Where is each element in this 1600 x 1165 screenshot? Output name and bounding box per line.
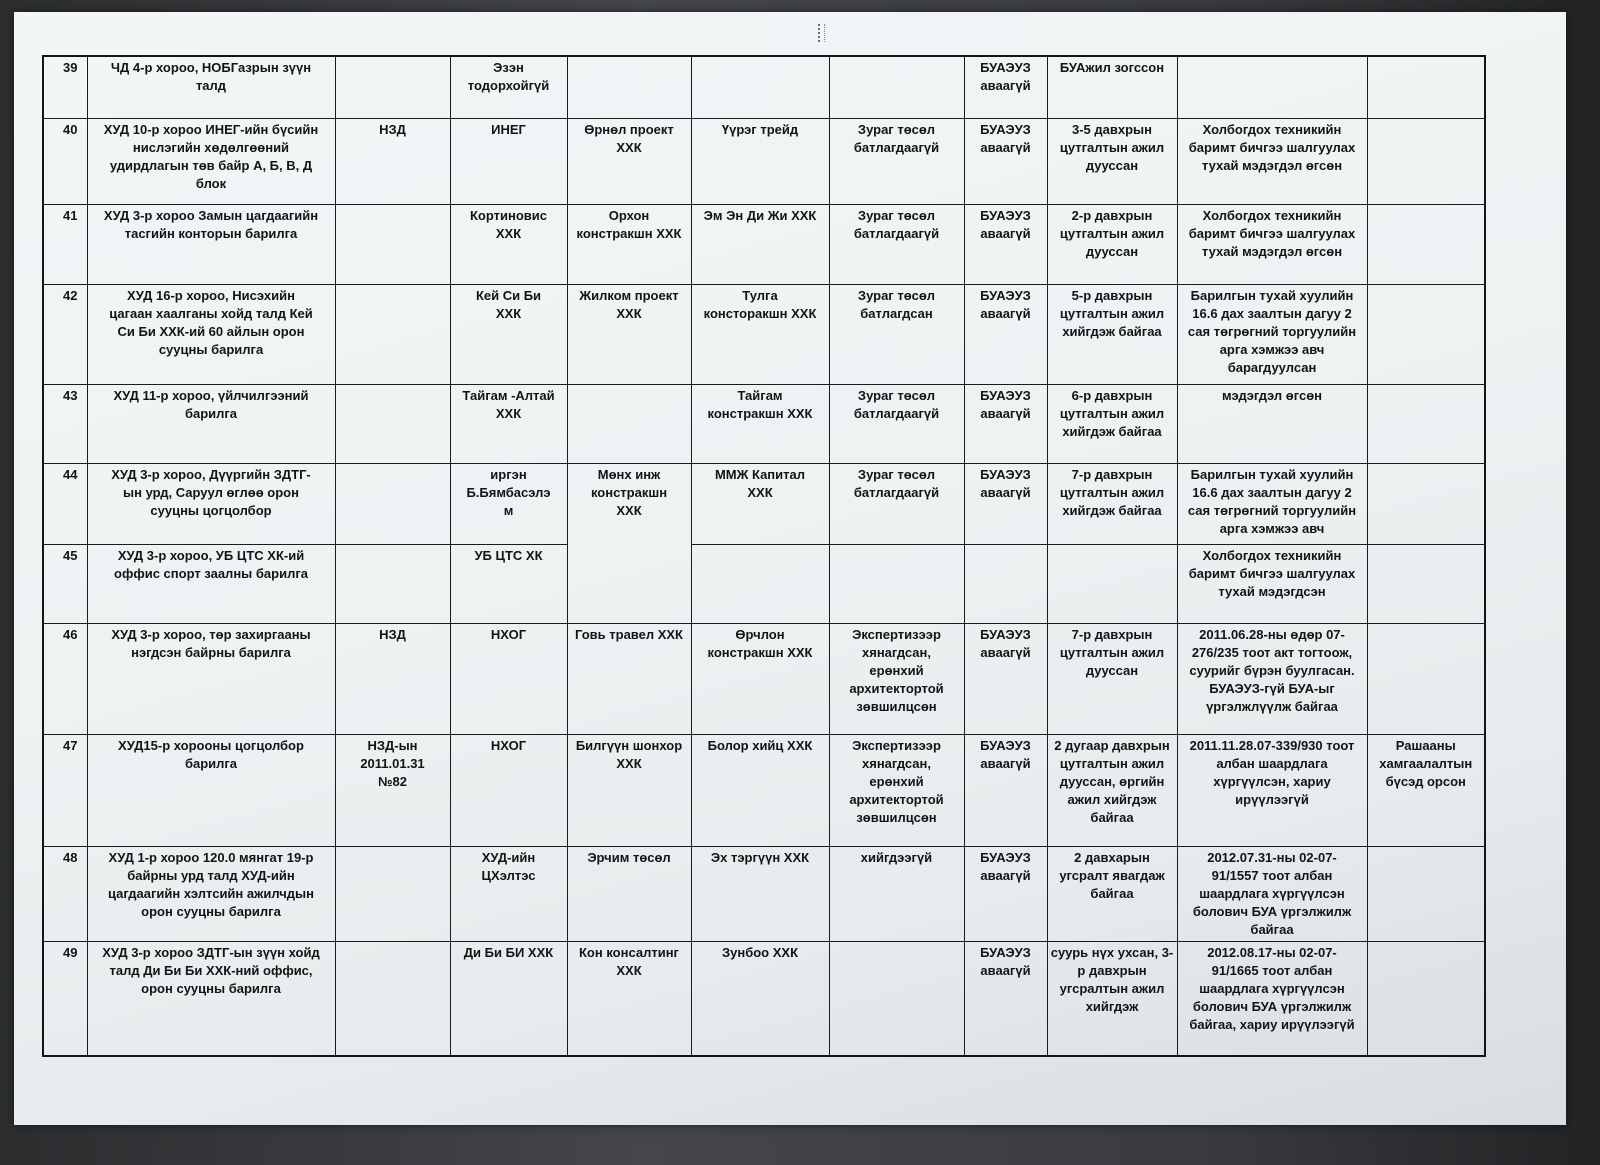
cell-contractor: Өрчлон констракшн ХХК	[691, 623, 829, 734]
cell-designer	[567, 56, 691, 118]
cell-permit: БУАЭУЗ аваагүй	[964, 734, 1047, 846]
cell-permit: БУАЭУЗ аваагүй	[964, 463, 1047, 544]
cell-location: ХУД 3-р хороо, УБ ЦТС ХК-ий оффис спорт заалны барилга	[87, 544, 335, 623]
cell-owner: ХУД-ийн ЦХэлтэс	[450, 846, 567, 941]
table-row	[43, 544, 1485, 623]
cell-number: 46	[43, 623, 87, 734]
cell-note	[1367, 56, 1485, 118]
cell-note	[1367, 204, 1485, 284]
cell-decision	[335, 463, 450, 544]
cell-note	[1367, 623, 1485, 734]
cell-number: 44	[43, 463, 87, 544]
cell-design-status: Экспертизээр хянагдсан, ерөнхий архитектортой зөвшилцсөн	[829, 623, 964, 734]
cell-permit: БУАЭУЗ аваагүй	[964, 56, 1047, 118]
cell-design-status: Зураг төсөл батлагдаагүй	[829, 384, 964, 463]
cell-contractor: ММЖ Капитал ХХК	[691, 463, 829, 544]
cell-number: 41	[43, 204, 87, 284]
table-row	[43, 463, 1485, 544]
cell-location: ХУД 3-р хороо Замын цагдаагийн тасгийн конторын барилга	[87, 204, 335, 284]
cell-contractor: Эм Эн Ди Жи ХХК	[691, 204, 829, 284]
cell-contractor: Тайгам констракшн ХХК	[691, 384, 829, 463]
cell-permit: БУАЭУЗ аваагүй	[964, 284, 1047, 384]
cell-designer: Кон консалтинг ХХК	[567, 941, 691, 1056]
cell-note	[1367, 463, 1485, 544]
cell-decision	[335, 56, 450, 118]
cell-owner: НХОГ	[450, 734, 567, 846]
cell-location: ХУД 3-р хороо ЗДТГ-ын зүүн хойд талд Ди Би Би ХХК-ний оффис, орон сууцны барилга	[87, 941, 335, 1056]
cell-action: Барилгын тухай хуулийн 16.6 дах заалтын дагуу 2 сая төгрөгний торгуулийн арга хэмжээ авч барагдуулсан	[1177, 284, 1367, 384]
document-page	[14, 12, 1566, 1125]
table-row	[43, 118, 1485, 204]
cell-action: 2011.06.28-ны өдөр 07- 276/235 тоот акт тогтоож, суурийг бүрэн буулгасан. БУАЭУЗ-гүй БУА-ыг үргэлжлүүлж байгаа	[1177, 623, 1367, 734]
cell-design-status: Зураг төсөл батлагдаагүй	[829, 118, 964, 204]
cell-number: 47	[43, 734, 87, 846]
cell-note	[1367, 544, 1485, 623]
cell-owner: НХОГ	[450, 623, 567, 734]
cell-designer: Эрчим төсөл	[567, 846, 691, 941]
cell-progress: 3-5 давхрын цутгалтын ажил дууссан	[1047, 118, 1177, 204]
cell-decision	[335, 284, 450, 384]
cell-design-status: Экспертизээр хянагдсан, ерөнхий архитектортой зөвшилцсөн	[829, 734, 964, 846]
cell-owner: УБ ЦТС ХК	[450, 544, 567, 623]
cell-number: 40	[43, 118, 87, 204]
cell-progress: БУАжил зогссон	[1047, 56, 1177, 118]
cell-number: 48	[43, 846, 87, 941]
cell-number: 42	[43, 284, 87, 384]
cell-owner: Ди Би БИ ХХК	[450, 941, 567, 1056]
cell-permit: БУАЭУЗ аваагүй	[964, 118, 1047, 204]
cell-contractor: Болор хийц ХХК	[691, 734, 829, 846]
cell-design-status: Зураг төсөл батлагдаагүй	[829, 204, 964, 284]
cell-note	[1367, 118, 1485, 204]
cell-note	[1367, 846, 1485, 941]
cell-note	[1367, 284, 1485, 384]
cell-contractor: Үүрэг трейд	[691, 118, 829, 204]
cell-owner: Кортиновис ХХК	[450, 204, 567, 284]
cell-contractor: Тулга консторакшн ХХК	[691, 284, 829, 384]
cell-location: ХУД 10-р хороо ИНЕГ-ийн бүсийн нислэгийн хөдөлгөөний удирдлагын төв байр А, Б, В, Д блок	[87, 118, 335, 204]
cell-designer: Мөнх инж констракшн ХХК	[567, 463, 691, 623]
cell-action: 2011.11.28.07-339/930 тоот албан шаардлага хүргүүлсэн, хариу ирүүлээгүй	[1177, 734, 1367, 846]
cell-progress: 7-р давхрын цутгалтын ажил хийгдэж байгаа	[1047, 463, 1177, 544]
cell-note	[1367, 941, 1485, 1056]
cell-decision: НЗД-ын 2011.01.31 №82	[335, 734, 450, 846]
cell-progress: суурь нүх ухсан, 3- р давхрын угсралтын ажил хийгдэж	[1047, 941, 1177, 1056]
cell-location: ХУД 3-р хороо, Дүүргийн ЗДТГ- ын урд, Саруул өглөө орон сууцны цогцолбор	[87, 463, 335, 544]
cell-progress: 2 давхарын угсралт явагдаж байгаа	[1047, 846, 1177, 941]
cell-progress: 7-р давхрын цутгалтын ажил дууссан	[1047, 623, 1177, 734]
cell-note	[1367, 384, 1485, 463]
cell-decision	[335, 941, 450, 1056]
cell-decision: НЗД	[335, 623, 450, 734]
table-row	[43, 284, 1485, 384]
table-row	[43, 56, 1485, 118]
cell-decision: НЗД	[335, 118, 450, 204]
cell-designer: Орхон констракшн ХХК	[567, 204, 691, 284]
cell-designer: Жилком проект ХХК	[567, 284, 691, 384]
cell-number: 43	[43, 384, 87, 463]
cell-contractor: Эх тэргүүн ХХК	[691, 846, 829, 941]
table-row	[43, 846, 1485, 941]
cell-number: 49	[43, 941, 87, 1056]
table-row	[43, 941, 1485, 1056]
cell-permit: БУАЭУЗ аваагүй	[964, 846, 1047, 941]
cell-number: 39	[43, 56, 87, 118]
cell-contractor	[691, 544, 829, 623]
cell-progress: 5-р давхрын цутгалтын ажил хийгдэж байгаа	[1047, 284, 1177, 384]
cell-permit: БУАЭУЗ аваагүй	[964, 384, 1047, 463]
cell-progress: 2 дугаар давхрын цутгалтын ажил дууссан, өргийн ажил хийгдэж байгаа	[1047, 734, 1177, 846]
cell-design-status	[829, 56, 964, 118]
cell-location: ХУД 1-р хороо 120.0 мянгат 19-р байрны урд талд ХУД-ийн цагдаагийн хэлтсийн ажилчдын орон сууцны барилга	[87, 846, 335, 941]
cell-designer	[567, 384, 691, 463]
table-row	[43, 384, 1485, 463]
cell-progress: 6-р давхрын цутгалтын ажил хийгдэж байгаа	[1047, 384, 1177, 463]
cell-design-status: Зураг төсөл батлагдсан	[829, 284, 964, 384]
cell-contractor	[691, 56, 829, 118]
cell-permit: БУАЭУЗ аваагүй	[964, 623, 1047, 734]
cell-location: ХУД15-р хорооны цогцолбор барилга	[87, 734, 335, 846]
table-row	[43, 204, 1485, 284]
cell-action: Холбогдох техникийн баримт бичгээ шалгуулах тухай мэдэгдэл өгсөн	[1177, 204, 1367, 284]
cell-action	[1177, 56, 1367, 118]
cell-decision	[335, 204, 450, 284]
table-row	[43, 623, 1485, 734]
cell-designer: Билгүүн шонхор ХХК	[567, 734, 691, 846]
cell-action: Холбогдох техникийн баримт бичгээ шалгуулах тухай мэдэгдэл өгсөн	[1177, 118, 1367, 204]
cell-action: мэдэгдэл өгсөн	[1177, 384, 1367, 463]
cell-designer: Говь травел ХХК	[567, 623, 691, 734]
cell-design-status: хийгдээгүй	[829, 846, 964, 941]
data-table	[42, 55, 1486, 1057]
cell-location: ХУД 11-р хороо, үйлчилгээний барилга	[87, 384, 335, 463]
cell-permit	[964, 544, 1047, 623]
cell-note: Рашааны хамгаалалтын бүсэд орсон	[1367, 734, 1485, 846]
cell-decision	[335, 384, 450, 463]
cell-owner: Эзэн тодорхойгүй	[450, 56, 567, 118]
cell-location: ХУД 16-р хороо, Нисэхийн цагаан хаалганы хойд талд Кей Си Би ХХК-ий 60 айлын орон сууцны барилга	[87, 284, 335, 384]
cell-design-status: Зураг төсөл батлагдаагүй	[829, 463, 964, 544]
cell-owner: Кей Си Би ХХК	[450, 284, 567, 384]
cell-number: 45	[43, 544, 87, 623]
cell-designer: Өрнөл проект ХХК	[567, 118, 691, 204]
cell-owner: Тайгам -Алтай ХХК	[450, 384, 567, 463]
cell-action: 2012.08.17-ны 02-07- 91/1665 тоот албан шаардлага хүргүүлсэн болович БУА үргэлжилж байгаа, хариу ирүүлээгүй	[1177, 941, 1367, 1056]
cell-location: ХУД 3-р хороо, төр захиргааны нэгдсэн байрны барилга	[87, 623, 335, 734]
cell-design-status	[829, 544, 964, 623]
cell-permit: БУАЭУЗ аваагүй	[964, 204, 1047, 284]
cell-permit: БУАЭУЗ аваагүй	[964, 941, 1047, 1056]
cell-action: 2012.07.31-ны 02-07- 91/1557 тоот албан шаардлага хүргүүлсэн болович БУА үргэлжилж байгаа	[1177, 846, 1367, 941]
cell-location: ЧД 4-р хороо, НОБГазрын зүүн талд	[87, 56, 335, 118]
cell-decision	[335, 846, 450, 941]
cell-progress	[1047, 544, 1177, 623]
cell-action: Барилгын тухай хуулийн 16.6 дах заалтын дагуу 2 сая төгрөгний торгуулийн арга хэмжээ авч	[1177, 463, 1367, 544]
cell-design-status	[829, 941, 964, 1056]
cell-owner: иргэн Б.Бямбасэлэ м	[450, 463, 567, 544]
cell-decision	[335, 544, 450, 623]
cell-progress: 2-р давхрын цутгалтын ажил дууссан	[1047, 204, 1177, 284]
cell-owner: ИНЕГ	[450, 118, 567, 204]
cell-contractor: Зунбоо ХХК	[691, 941, 829, 1056]
staple-mark	[818, 24, 825, 42]
cell-action: Холбогдох техникийн баримт бичгээ шалгуулах тухай мэдэгдсэн	[1177, 544, 1367, 623]
table-row	[43, 734, 1485, 846]
